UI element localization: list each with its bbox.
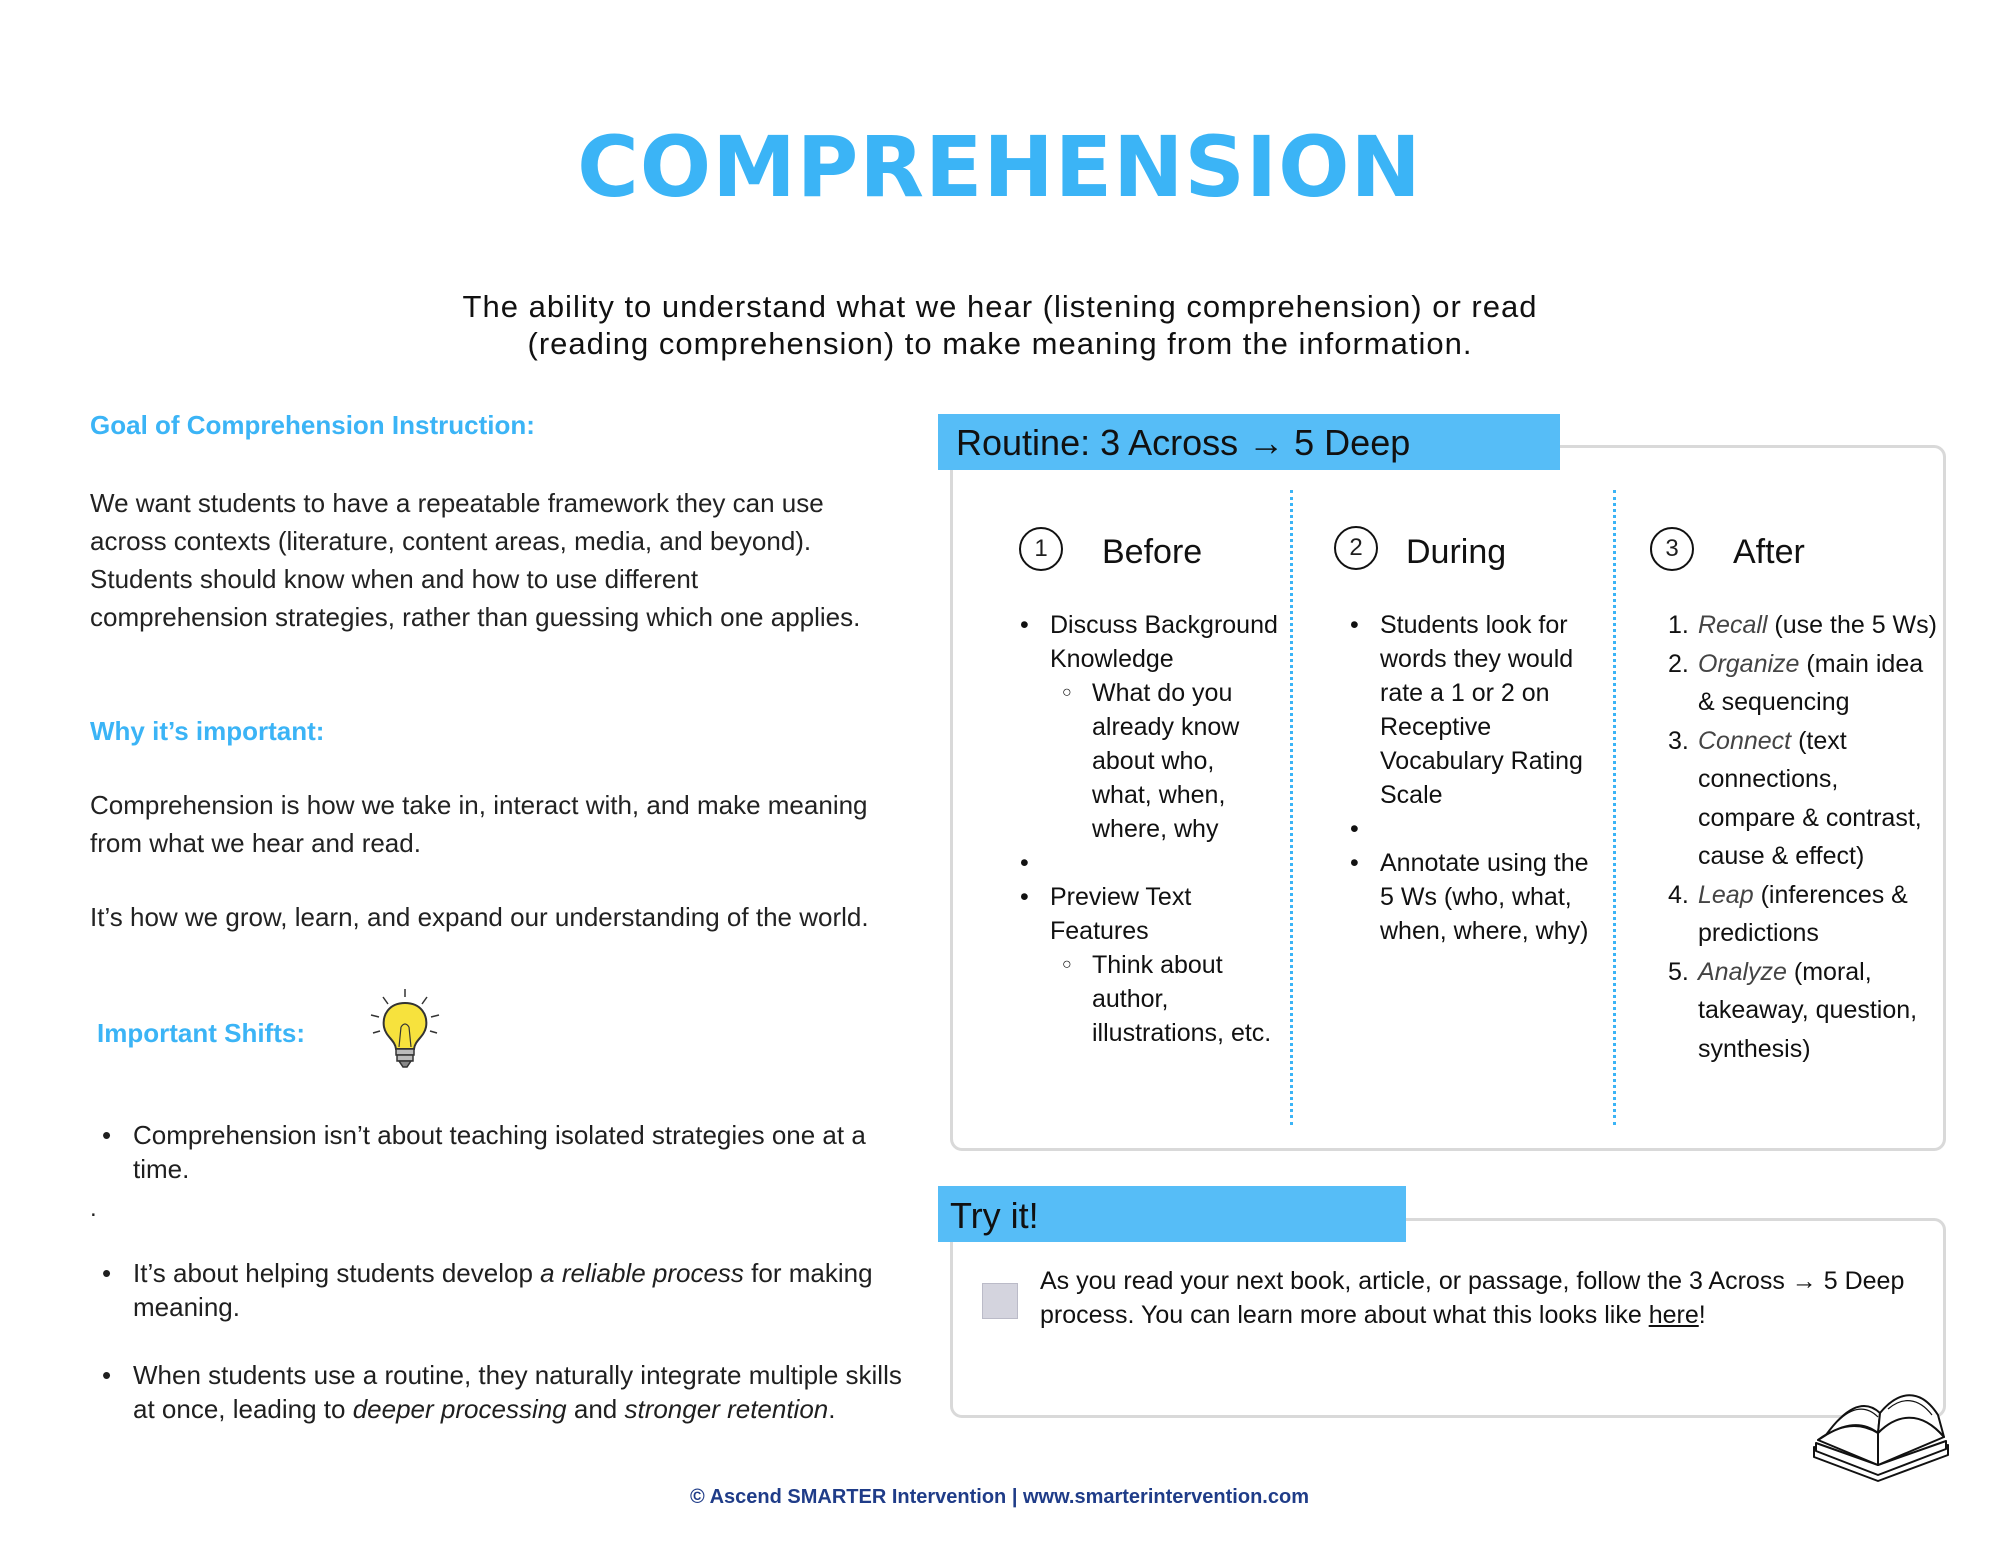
during-title: During — [1406, 533, 1507, 571]
why-text-2: It’s how we grow, learn, and expand our understanding of the world. — [90, 902, 869, 932]
try-banner: Try it! — [938, 1186, 1406, 1242]
shift-item-3: • When students use a routine, they naturally integrate multiple skills at once, leading to deeper processing and stronger retention. — [90, 1358, 910, 1426]
footer-credit: © Ascend SMARTER Intervention | www.smarterintervention.com — [690, 1486, 1309, 1508]
after-step-5: 5. Analyze (moral, takeaway, question, synthesis) — [1668, 957, 1918, 1063]
step-3-circle: 3 — [1650, 527, 1694, 571]
shift-item-2: • It’s about helping students develop a reliable process for making meaning. — [90, 1256, 910, 1324]
lightbulb-icon — [365, 985, 445, 1075]
before-title: Before — [1102, 533, 1203, 571]
after-list — [1668, 606, 1940, 1068]
page-title: COMPREHENSION — [577, 118, 1422, 216]
try-text: As you read your next book, article, or passage, follow the 3 Across → 5 Deep process. You can learn more about what this looks like here! — [1040, 1267, 1905, 1329]
before-item-2: • Preview Text Features ○ Think about author, illustrations, etc. — [1020, 880, 1280, 1050]
shift-item-1: • Comprehension isn’t about teaching isolated strategies one at a time. — [90, 1118, 910, 1186]
why-heading: Why it’s important: — [90, 716, 325, 746]
definition — [300, 288, 1700, 362]
before-subitem-2: ○ Think about author, illustrations, etc. — [1050, 948, 1280, 1050]
routine-banner: Routine: 3 Across → 5 Deep — [938, 414, 1560, 470]
before-item-1: • Discuss Background Knowledge ○ What do you already know about who, what, when, where, why — [1020, 608, 1280, 846]
during-item-1: • Students look for words they would rate a 1 or 2 on Receptive Vocabulary Rating Scale — [1350, 608, 1595, 812]
after-title: After — [1733, 533, 1805, 571]
spacer — [1350, 812, 1595, 846]
why-text-1: Comprehension is how we take in, interact with, and make meaning from what we hear and read. — [90, 790, 868, 858]
stray-dot: . — [90, 1195, 97, 1222]
column-divider — [1290, 490, 1293, 1125]
checkbox-icon[interactable] — [982, 1283, 1018, 1319]
before-subitem-1: ○ What do you already know about who, what, when, where, why — [1050, 676, 1280, 846]
here-link[interactable]: here — [1648, 1301, 1699, 1329]
definition-line-2: (reading comprehension) to make meaning from the information. — [527, 326, 1473, 361]
during-list — [1350, 608, 1595, 948]
during-item-2: • Annotate using the 5 Ws (who, what, when, where, why) — [1350, 846, 1595, 948]
after-step-2: 2. Organize (main idea & sequencing — [1668, 649, 1924, 716]
goal-text: We want students to have a repeatable framework they can use across contexts (literature, content areas, media, and beyond). Students should know when and how to use different comprehension strategies, rather than guessing which one applies. — [90, 488, 861, 632]
after-step-4: 4. Leap (inferences & predictions — [1668, 880, 1908, 947]
shifts-heading: Important Shifts: — [97, 1018, 305, 1048]
after-step-1: 1. Recall (use the 5 Ws) — [1668, 611, 1937, 639]
after-step-3: 3. Connect (text connections, compare & contrast, cause & effect) — [1668, 726, 1922, 870]
step-2-circle: 2 — [1334, 526, 1378, 570]
definition-line-1: The ability to understand what we hear (listening comprehension) or read — [462, 289, 1538, 324]
spacer — [1020, 846, 1280, 880]
shifts-list — [90, 1118, 910, 1426]
step-1-circle: 1 — [1019, 527, 1063, 571]
goal-heading: Goal of Comprehension Instruction: — [90, 410, 535, 440]
open-book-icon — [1808, 1385, 1953, 1485]
before-list — [1020, 608, 1280, 1050]
column-divider — [1613, 490, 1616, 1125]
